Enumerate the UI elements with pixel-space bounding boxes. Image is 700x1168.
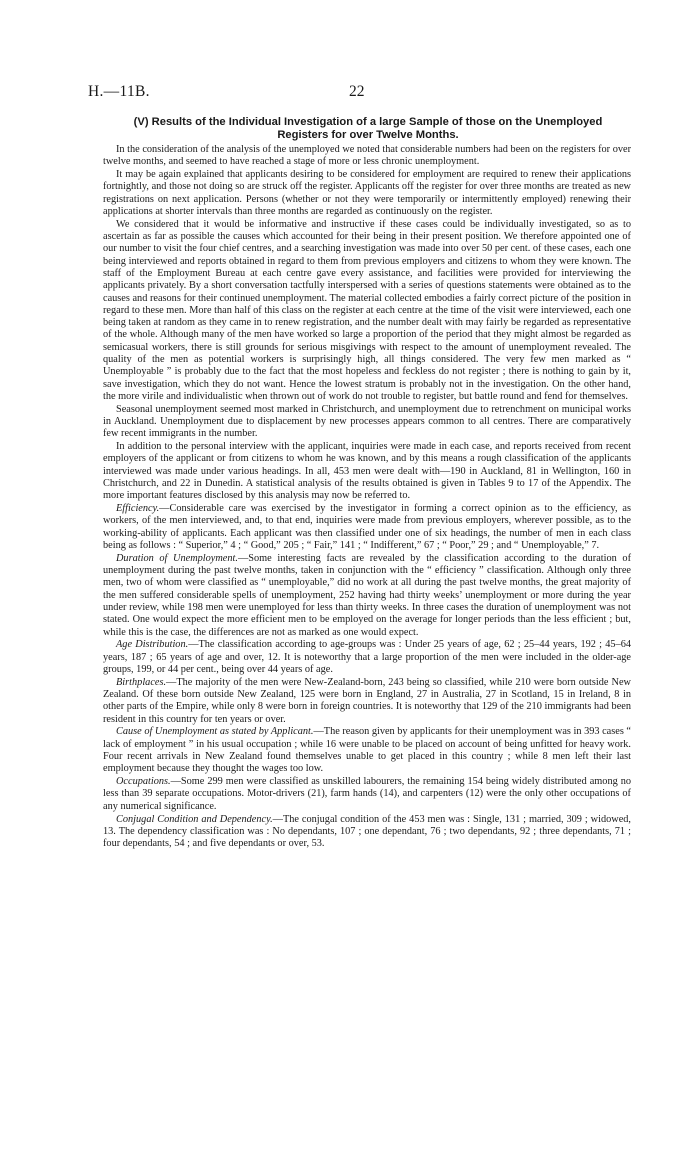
paragraph-lead: Birthplaces. — [116, 676, 167, 688]
paragraph-duration — [103, 553, 631, 639]
section-heading-line-1: (V) Results of the Individual Investigation of a large Sample of those on the Unemployed — [133, 116, 603, 128]
paragraph-text: —Considerable care was exercised by the investigator in forming a correct opinion as to the efficiency, as workers, of the men interviewed, and, to that end, inquiries were made from previous employers, wherever possible, as to the working-ability of applicants. Each applicant was then classified under one of six headings, the number of men in each class being as follows : “ Superior,” 4 ; “ Good,” 205 ; “ Fair,” 141 ; “ Indifferent,” 67 ; “ Poor,” 29 ; and “ Unemployable,” 7. — [103, 503, 631, 551]
paragraph-text: —The reason given by applicants for their unemployment was in 393 cases “ lack of employment ” in his usual occupation ; while 16 were unable to be placed on account of being unfitted for heavy work. Four recent arrivals in New Zealand found themselves unable to get placed in this country ; while 8 men left their last employment because they thought the wages too low. — [103, 726, 631, 775]
paragraph-age-distribution — [103, 639, 631, 676]
paragraph-lead: Cause of Unemployment as stated by Applicant. — [116, 726, 314, 738]
paragraph-text: —Some interesting facts are revealed by the classification according to the duration of unemployment during the past twelve months, taken in conjunction with the “ efficiency ” classification. Although only three men, two of whom were classified as “ unemployable,” did no work at all during the past twelve months, the great majority of the men suffered considerable spells of unemployment, 252 having had thirty weeks’ unemployment or more during the year under review, while 198 men were unemployed for less than thirty weeks. In three cases the duration of unemployment was not stated. One would expect the more efficient men to be employed on the average for longer periods than the less efficient ; but, while this is the case, the differences are not as marked as one would expect. — [103, 552, 632, 638]
paragraph-lead: Conjugal Condition and Dependency. — [116, 813, 273, 825]
body-text — [103, 144, 631, 851]
paragraph-occupations — [103, 776, 631, 813]
page-header — [88, 83, 612, 103]
section-heading-line-2: Registers for over Twelve Months. — [277, 129, 459, 141]
paragraph-text: In the consideration of the analysis of the unemployed we noted that considerable numbers had been on the registers for over twelve months, and seemed to have reached a stage of more or less chronic unemployment. — [103, 144, 631, 168]
paragraph-intro — [103, 144, 631, 169]
paragraph-lead: Efficiency. — [116, 503, 160, 515]
paragraph-lead: Occupations. — [116, 776, 171, 788]
page-number: 22 — [349, 83, 365, 100]
paragraph-efficiency — [103, 503, 631, 552]
paragraph-seasonal-unemployment — [103, 404, 631, 441]
section-heading — [104, 116, 632, 142]
paragraph-text: —The classification according to age-groups was : Under 25 years of age, 62 ; 25–44 years, 192 ; 45–64 years, 187 ; 65 years of age and over, 12. It is noteworthy that a large proportion of the men were included in the older-age groups, 199, or 44 per cent., being over 44 years of age. — [103, 639, 631, 675]
paragraph-text: In addition to the personal interview with the applicant, inquiries were made in each case, and reports received from recent employers of the applicant or from citizens to whom he was known, and by this means a rough classification of the applicants interviewed was made under various headings. In all, 453 men were dealt with—190 in Auckland, 81 in Wellington, 160 in Christchurch, and 22 in Dunedin. A statistical analysis of the results obtained is given in Tables 9 to 17 of the Appendix. The more important features disclosed by this analysis may now be referred to. — [103, 441, 631, 502]
paragraph-lead: Age Distribution. — [116, 639, 189, 651]
paragraph-text: It may be again explained that applicants desiring to be considered for employment are required to renew their applications fortnightly, and those not doing so are struck off the register. Applicants off the register for over three months are treated as new registrations on next application. Persons (whether or not they were temporarily or intermittently employed) renewing their applications at shorter intervals than three months are regarded as continuously on the register. — [103, 169, 631, 217]
paragraph-classification — [103, 441, 631, 502]
paragraph-birthplaces — [103, 677, 631, 726]
paragraph-conjugal-condition — [103, 814, 631, 851]
paragraph-text: We considered that it would be informative and instructive if these cases could be individually investigated, so as to ascertain as far as possible the causes which accounted for their being in their present position. We therefore appointed one of our number to visit the four chief centres, and a searching investigation was made into over 50 per cent. of these cases, each one being interviewed and reports obtained in regard to them from previous employers and citizens to whom they were known. The staff of the Employment Bureau at each centre gave every assistance, and facilities were provided for interviewing the applicants privately. By a short conversation tactfully interspersed with a series of questions statements were obtained as to the causes and reasons for their continued unemployment. The material collected embodies a fairly correct picture of the position in regard to these men. More than half of this class on the register at each centre at the time of the visit were interviewed, each one being taken at random as they came in to renew registration, and the number dealt with may fairly be regarded as representative of the whole. Although many of the men have worked so large a proportion of the period that they might almost be regarded as semicasual workers, there is still grounds for serious misgivings with respect to the amount of unemployment revealed. The quality of the men as potential workers is surprisingly high, all things considered. The very few men marked as “ Unemployable ” is probably due to the fact that the most hopeless and feckless do not register ; there is nothing to gain by it, save investigation, which they do not want. Hence the lowest stratum is probably not in the investigation. On the other hand, the more virile and individualistic when thrown out of work do not trouble to register, but battle round and fend for themselves. — [103, 218, 631, 402]
document-reference: H.—11B. — [88, 83, 150, 100]
paragraph-text: Seasonal unemployment seemed most marked in Christchurch, and unemployment due to retrenchment on municipal works in Auckland. Unemployment due to displacement by new processes appears common to all centres. There are comparatively few recent immigrants in the number. — [103, 403, 631, 440]
paragraph-text: —The conjugal condition of the 453 men was : Single, 131 ; married, 309 ; widowed, 13. The dependency classification was : No dependants, 107 ; one dependant, 76 ; two dependants, 92 ; three dependants, 71 ; four dependants, 54 ; and five dependants or over, 53. — [103, 813, 631, 850]
paragraph-text: —Some 299 men were classified as unskilled labourers, the remaining 154 being widely distributed among no less than 39 separate occupations. Motor-drivers (21), farm hands (14), and carpenters (12) were the only other occupations of any numerical significance. — [103, 776, 631, 812]
paragraph-registration-rules — [103, 169, 631, 218]
paragraph-cause — [103, 726, 631, 775]
paragraph-text: —The majority of the men were New-Zealand-born, 243 being so classified, while 210 were born outside New Zealand. Of these born outside New Zealand, 125 were born in England, 27 in Australia, 27 in Scotland, 15 in Ireland, 8 in other parts of the Empire, while only 8 were born in foreign countries. It is noteworthy that 129 of the 210 immigrants had been resident in this country for ten years or over. — [103, 676, 631, 725]
paragraph-lead: Duration of Unemployment. — [116, 552, 238, 564]
paragraph-investigation — [103, 219, 631, 403]
